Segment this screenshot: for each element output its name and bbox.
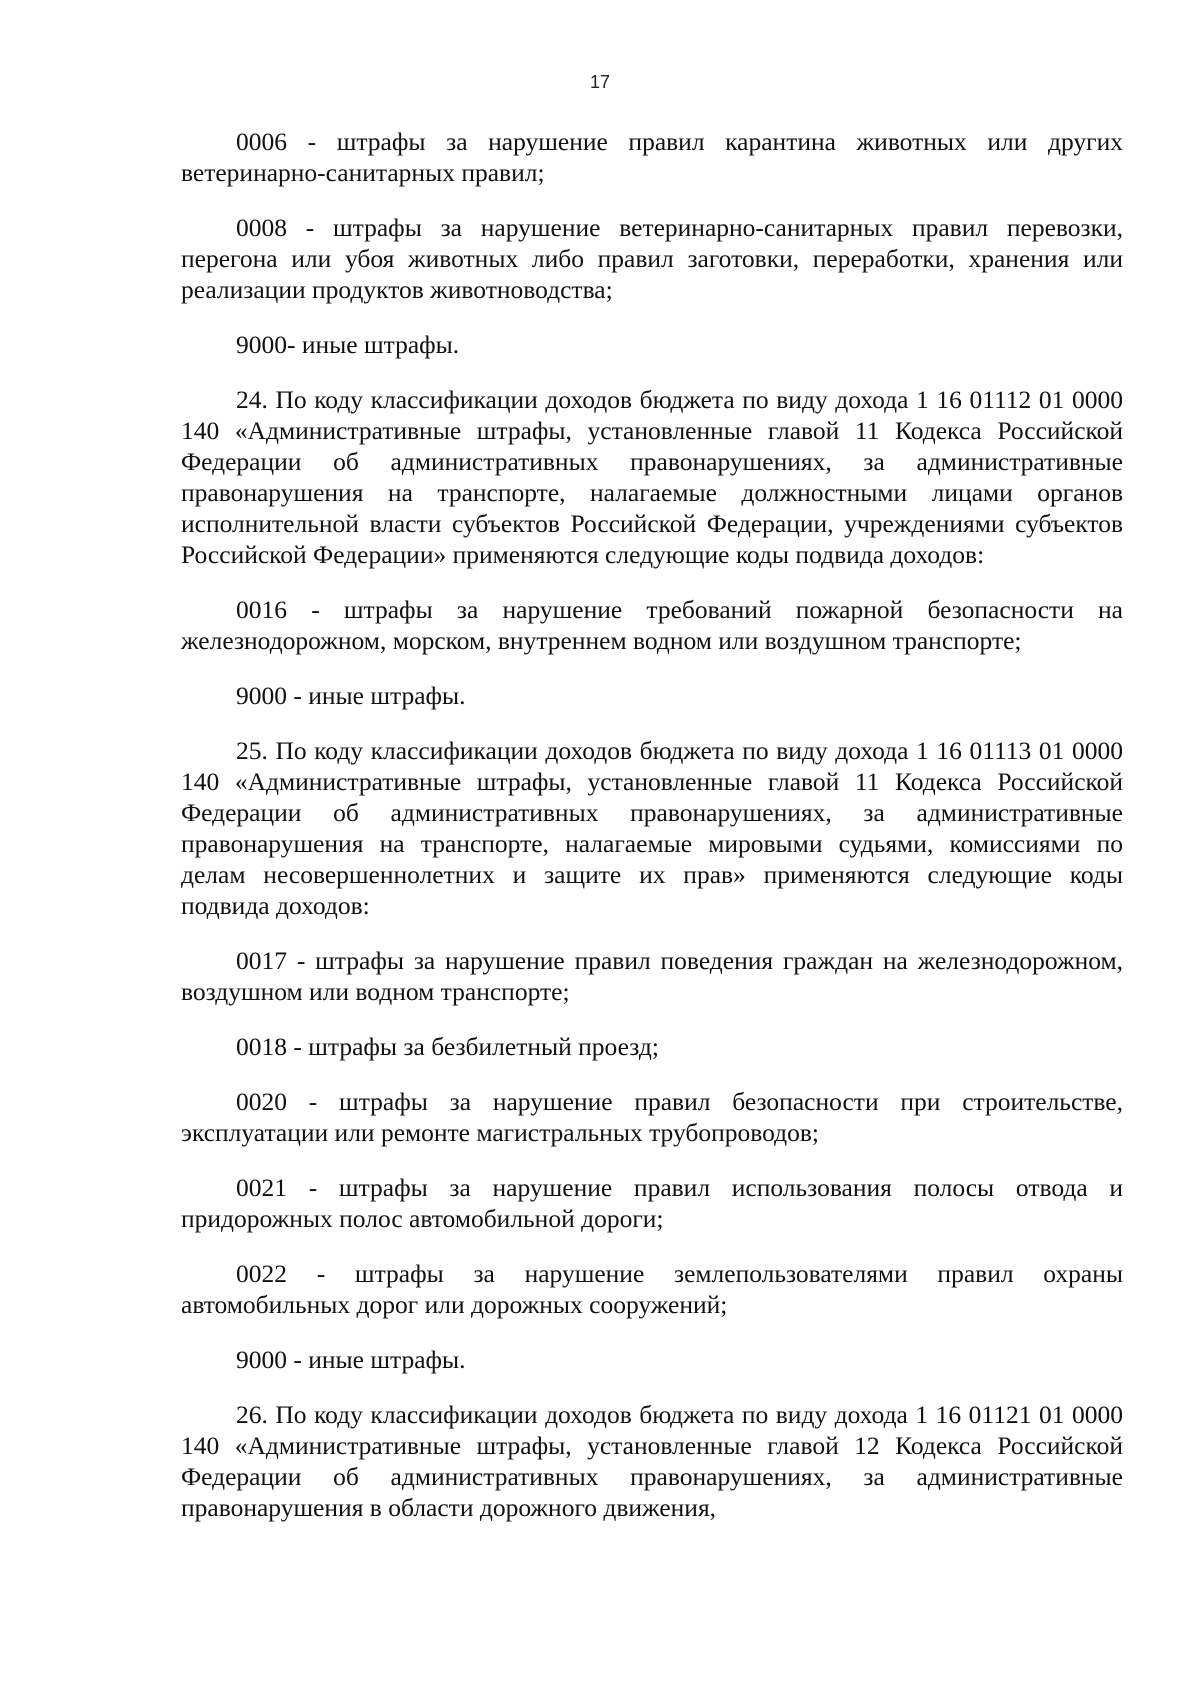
paragraph-code-0017: 0017 - штрафы за нарушение правил поведения граждан на железнодорожном, воздушном или водном транспорте; <box>181 946 1123 1006</box>
page-number: 17 <box>589 72 611 92</box>
paragraph-code-0021: 0021 - штрафы за нарушение правил использования полосы отвода и придорожных полос автомобильной дороги; <box>181 1173 1123 1233</box>
paragraph-code-0018: 0018 - штрафы за безбилетный проезд; <box>236 1032 659 1061</box>
paragraph-code-0006: 0006 - штрафы за нарушение правил карантина животных или других ветеринарно-санитарных правил; <box>181 127 1123 187</box>
paragraph-code-0022: 0022 - штрафы за нарушение землепользователями правил охраны автомобильных дорог или дорожных сооружений; <box>181 1259 1123 1319</box>
paragraph-item-26: 26. По коду классификации доходов бюджета по виду дохода 1 16 01121 01 0000 140 «Административные штрафы, установленные главой 12 Кодекса Российской Федерации об административных правонарушениях, за административные правонарушения в области дорожного движения, <box>181 1400 1123 1522</box>
paragraph-code-9000: 9000- иные штрафы. <box>236 330 460 359</box>
paragraph-code-9000: 9000 - иные штрафы. <box>236 1345 466 1374</box>
document-body <box>181 126 1123 1547</box>
paragraph-item-25: 25. По коду классификации доходов бюджета по виду дохода 1 16 01113 01 0000 140 «Административные штрафы, установленные главой 11 Кодекса Российской Федерации об административных правонарушениях, за административные правонарушения на транспорте, налагаемые мировыми судьями, комиссиями по делам несовершеннолетних и защите их прав» применяются следующие коды подвида доходов: <box>181 736 1123 920</box>
paragraph-code-9000: 9000 - иные штрафы. <box>236 681 466 710</box>
paragraph-code-0020: 0020 - штрафы за нарушение правил безопасности при строительстве, эксплуатации или ремонте магистральных трубопроводов; <box>181 1087 1123 1147</box>
paragraph-code-0008: 0008 - штрафы за нарушение ветеринарно-санитарных правил перевозки, перегона или убоя животных либо правил заготовки, переработки, хранения или реализации продуктов животноводства; <box>181 213 1123 304</box>
paragraph-item-24: 24. По коду классификации доходов бюджета по виду дохода 1 16 01112 01 0000 140 «Административные штрафы, установленные главой 11 Кодекса Российской Федерации об административных правонарушениях, за административные правонарушения на транспорте, налагаемые должностными лицами органов исполнительной власти субъектов Российской Федерации, учреждениями субъектов Российской Федерации» применяются следующие коды подвида доходов: <box>181 385 1123 569</box>
paragraph-code-0016: 0016 - штрафы за нарушение требований пожарной безопасности на железнодорожном, морском, внутреннем водном или воздушном транспорте; <box>181 595 1123 655</box>
